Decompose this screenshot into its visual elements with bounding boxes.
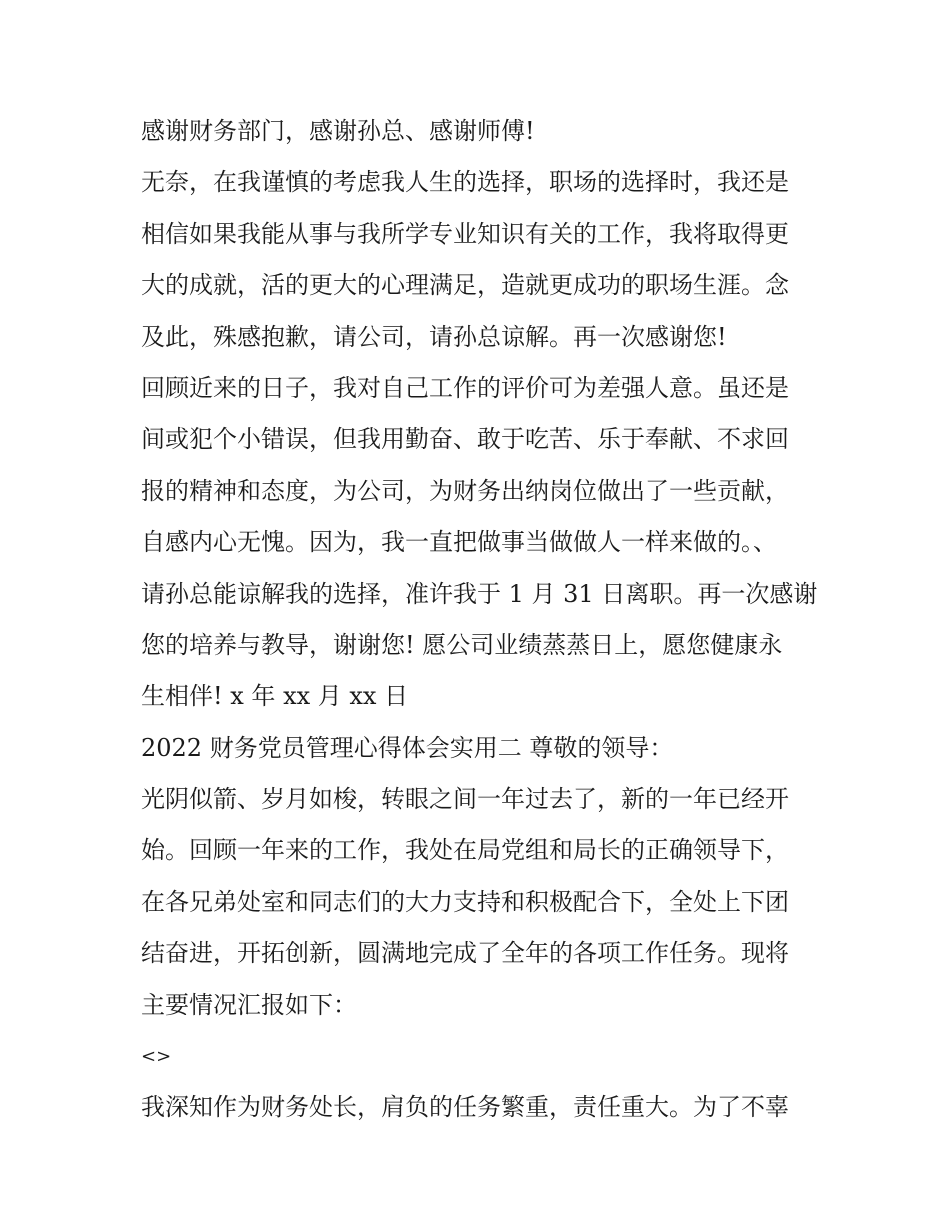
text-line: 光阴似箭、岁月如梭，转眼之间一年过去了，新的一年已经开 xyxy=(141,785,789,814)
text-line: 回顾近来的日子，我对自己工作的评价可为差强人意。虽还是 xyxy=(141,373,789,402)
signature-date-line: 生相伴! x 年 xx 月 xx 日 xyxy=(141,682,409,711)
document-body xyxy=(141,106,818,1134)
text-line: 大的成就，活的更大的心理满足，造就更成功的职场生涯。念 xyxy=(141,271,789,300)
placeholder-marker: <> xyxy=(141,1046,172,1068)
section-heading: 2022 财务党员管理心得体会实用二 尊敬的领导： xyxy=(141,733,674,762)
text-line: 您的培养与教导，谢谢您! 愿公司业绩蒸蒸日上，愿您健康永 xyxy=(141,630,783,659)
text-line: 相信如果我能从事与我所学专业知识有关的工作，我将取得更 xyxy=(141,219,789,248)
text-line: 在各兄弟处室和同志们的大力支持和积极配合下，全处上下团 xyxy=(141,887,789,916)
text-line: 报的精神和态度，为公司，为财务出纳岗位做出了一些贡献， xyxy=(141,476,789,505)
text-line: 无奈，在我谨慎的考虑我人生的选择，职场的选择时，我还是 xyxy=(141,168,789,197)
text-line: 我深知作为财务处长，肩负的任务繁重，责任重大。为了不辜 xyxy=(141,1093,789,1122)
text-line: 请孙总能谅解我的选择，准许我于 1 月 31 日离职。再一次感谢 xyxy=(141,579,818,608)
text-line: 间或犯个小错误，但我用勤奋、敢于吃苦、乐于奉献、不求回 xyxy=(141,425,789,454)
text-line: 主要情况汇报如下： xyxy=(141,990,357,1019)
text-line: 及此，殊感抱歉，请公司，请孙总谅解。再一次感谢您! xyxy=(141,322,727,351)
text-line: 感谢财务部门，感谢孙总、感谢师傅! xyxy=(141,117,535,145)
text-line: 始。回顾一年来的工作，我处在局党组和局长的正确领导下， xyxy=(141,836,789,865)
text-line: 结奋进，开拓创新，圆满地完成了全年的各项工作任务。现将 xyxy=(141,939,789,968)
text-line: 自感内心无愧。因为，我一直把做事当做做人一样来做的。、 xyxy=(141,528,777,557)
